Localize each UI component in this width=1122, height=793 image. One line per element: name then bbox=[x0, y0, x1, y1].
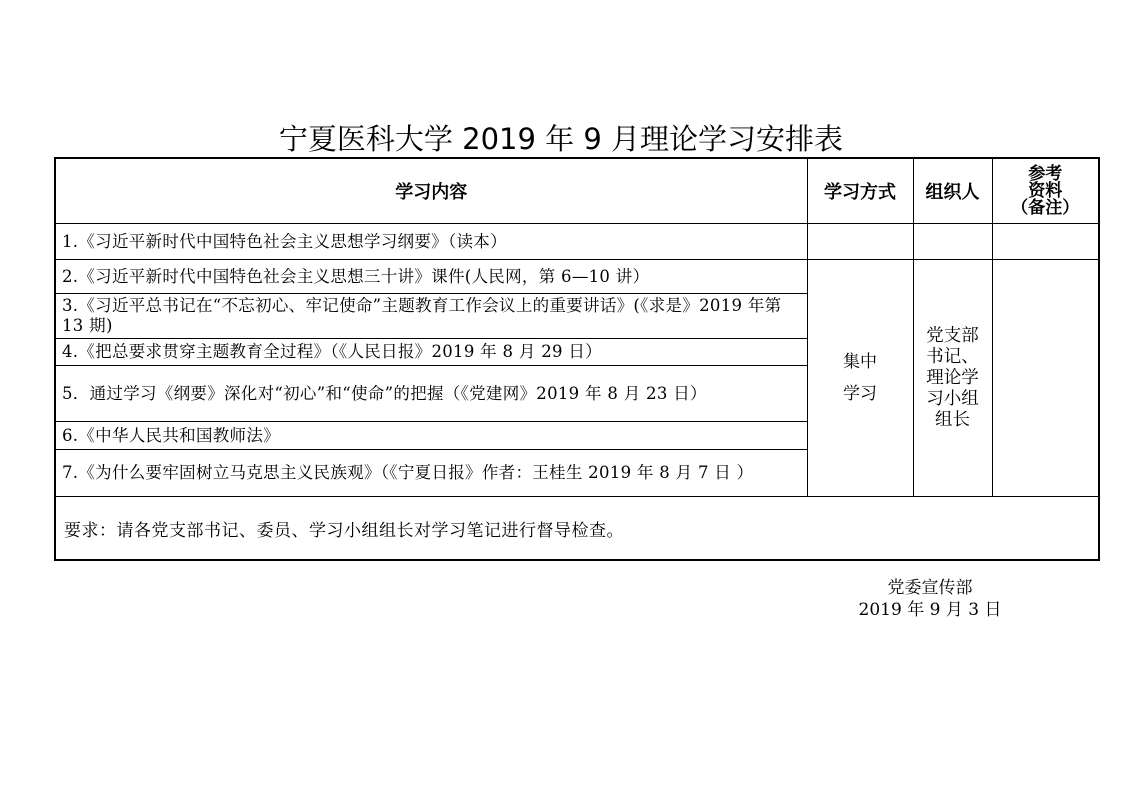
organizer-cell-empty bbox=[913, 224, 992, 260]
method-line2: 学习 bbox=[843, 384, 877, 404]
content-cell-6: 6.《中华人民共和国教师法》 bbox=[55, 422, 807, 450]
signature-date: 2019 年 9 月 3 日 bbox=[858, 600, 1002, 620]
header-reference-line2: 资料 bbox=[1028, 180, 1063, 201]
page-title: 宁夏医科大学 2019 年 9 月理论学习安排表 bbox=[278, 122, 844, 156]
content-cell-1: 1.《习近平新时代中国特色社会主义思想学习纲要》（读本） bbox=[55, 224, 807, 260]
requirement-text: 要求：请各党支部书记、委员、学习小组组长对学习笔记进行督导检查。 bbox=[55, 497, 1099, 561]
reference-cell-empty bbox=[992, 224, 1099, 260]
method-line1: 集中 bbox=[843, 352, 877, 372]
content-cell-7: 7.《为什么要牢固树立马克思主义民族观》（《宁夏日报》作者：王桂生 2019 年 8 月 7 日 ） bbox=[55, 450, 807, 497]
reference-cell bbox=[992, 260, 1099, 497]
content-cell-3: 3.《习近平总书记在“不忘初心、牢记使命”主题教育工作会议上的重要讲话》(《求是》2019 年第 13 期) bbox=[55, 294, 807, 339]
requirement-row bbox=[55, 497, 1099, 561]
header-reference-line3: （备注） bbox=[1011, 197, 1080, 218]
method-cell-empty bbox=[807, 224, 913, 260]
header-content: 学习内容 bbox=[55, 158, 807, 224]
signature-department: 党委宣传部 bbox=[887, 578, 973, 598]
method-cell bbox=[807, 260, 913, 497]
table-header-row bbox=[55, 158, 1099, 224]
signature-block bbox=[830, 577, 1030, 621]
content-cell-2: 2.《习近平新时代中国特色社会主义思想三十讲》课件(人民网，第 6—10 讲） bbox=[55, 260, 807, 294]
content-cell-4: 4.《把总要求贯穿主题教育全过程》（《人民日报》2019 年 8 月 29 日） bbox=[55, 339, 807, 366]
study-schedule-table bbox=[54, 157, 1100, 561]
header-method: 学习方式 bbox=[807, 158, 913, 224]
content-cell-5: 5．通过学习《纲要》深化对“初心”和“使命”的把握（《党建网》2019 年 8 月 23 日） bbox=[55, 366, 807, 422]
header-organizer: 组织人 bbox=[913, 158, 992, 224]
header-reference bbox=[992, 158, 1099, 224]
table-row bbox=[55, 260, 1099, 294]
organizer-cell: 党支部书记、理论学习小组组长 bbox=[913, 260, 992, 497]
table-row bbox=[55, 224, 1099, 260]
header-reference-line1: 参考 bbox=[1028, 163, 1063, 184]
